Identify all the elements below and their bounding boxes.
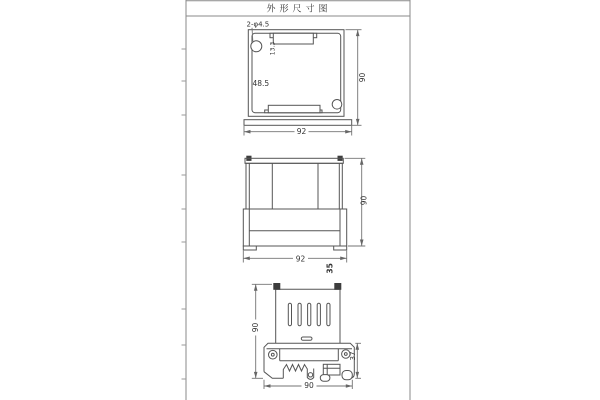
- front-base: [243, 209, 346, 246]
- vent-slots: [288, 303, 330, 325]
- side-view: [251, 283, 361, 390]
- side-view-width-dimension: [264, 380, 352, 390]
- mounting-hole-top-left: [251, 41, 262, 52]
- front-foot-right: [334, 246, 347, 250]
- top-view-height-dimension: [346, 30, 367, 126]
- clip-foot-right: [342, 371, 352, 380]
- page-title: 外形尺寸图: [266, 4, 332, 15]
- front-foot-left: [243, 246, 256, 250]
- din-rail-base: [264, 343, 354, 381]
- width-dim-label: 92: [296, 127, 307, 137]
- top-notch-inner: [273, 33, 313, 44]
- width-dim-label: 92: [295, 254, 306, 264]
- width-dim-label: 90: [304, 380, 314, 390]
- height-dim-label: 90: [357, 72, 367, 83]
- vent-slot: [317, 303, 320, 325]
- vent-slot: [327, 303, 330, 325]
- depth-dim-label: 35: [325, 263, 335, 274]
- front-view-width-dimension: [243, 251, 346, 264]
- rail-clip-block: [323, 364, 340, 375]
- top-view-inner-dim-label: 48.5: [252, 79, 270, 88]
- top-view-bottom-lip: [244, 120, 352, 126]
- front-view: [243, 156, 368, 274]
- front-view-height-dimension: [345, 158, 369, 246]
- top-view-notch-dim-label: 13.3: [269, 41, 277, 56]
- clip-foot-left: [320, 375, 330, 382]
- top-view: [244, 21, 367, 137]
- vent-slot: [308, 303, 311, 325]
- frame-tick-marks: [182, 49, 187, 379]
- base-bottom-left-edge: [264, 372, 283, 379]
- top-view-inner-panel: [252, 33, 341, 112]
- hole-callout-label: 2-φ4.5: [246, 20, 270, 29]
- screw-boss-left: [269, 350, 278, 359]
- vent-slot: [288, 303, 291, 325]
- side-view-height-dimension: [251, 284, 272, 378]
- front-body: [246, 163, 342, 209]
- height-dim-label: 90: [251, 322, 261, 333]
- bottom-notch-inner: [268, 105, 320, 112]
- mounting-hole-bottom-right: [332, 100, 342, 110]
- clip-dim-label: 37: [349, 351, 358, 361]
- front-top-cap: [245, 158, 343, 163]
- vent-slot: [298, 303, 301, 325]
- height-dim-label: 90: [359, 195, 369, 206]
- top-view-width-dimension: [244, 126, 352, 136]
- terminal-square-right: [334, 283, 341, 290]
- spring-tab-hole: [308, 373, 312, 377]
- terminal-square-left: [273, 283, 280, 290]
- label-slot: [301, 337, 312, 340]
